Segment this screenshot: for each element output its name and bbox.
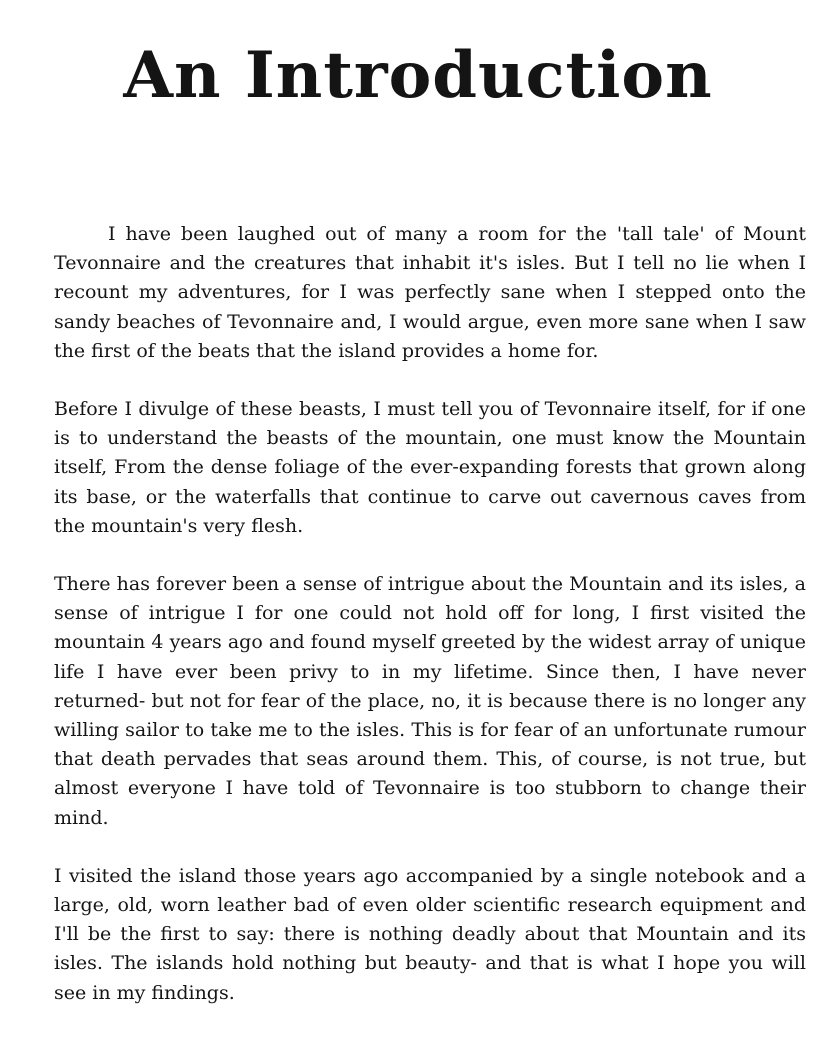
page-title: An Introduction	[123, 38, 713, 113]
paragraph-1: I have been laughed out of many a room for the 'tall tale' of Mount Tevonnaire and the creatures that inhabit it's isles. But I tell no lie when I recount my adventures, for I was perfectly sane when I stepped onto the sandy beaches of Tevonnaire and, I would argue, even more sane when I saw the first of the beats that the island provides a home for.	[54, 223, 806, 362]
paragraph-2: Before I divulge of these beasts, I must tell you of Tevonnaire itself, for if one is to understand the beasts of the mountain, one must know the Mountain itself, From the dense foliage of the ever-expanding forests that grown along its base, or the waterfalls that continue to carve out cavernous caves from the mountain's very flesh.	[54, 398, 806, 537]
body-text	[54, 220, 806, 1037]
paragraph-4: I visited the island those years ago accompanied by a single notebook and a large, old, worn leather bad of even older scientific research equipment and I'll be the first to say: there is nothing deadly about that Mountain and its isles. The islands hold nothing but beauty- and that is what I hope you will see in my findings.	[54, 864, 806, 1004]
paragraph-3: There has forever been a sense of intrigue about the Mountain and its isles, a sense of intrigue I for one could not hold off for long, I first visited the mountain 4 years ago and found myself greeted by the widest array of unique life I have ever been privy to in my lifetime. Since then, I have never returned- but not for fear of the place, no, it is because there is no longer any willing sailor to take me to the isles. This is for fear of an unfortunate rumour that death pervades that seas around them. This, of course, is not true, but almost everyone I have told of Tevonnaire is too stubborn to change their mind.	[54, 573, 806, 829]
